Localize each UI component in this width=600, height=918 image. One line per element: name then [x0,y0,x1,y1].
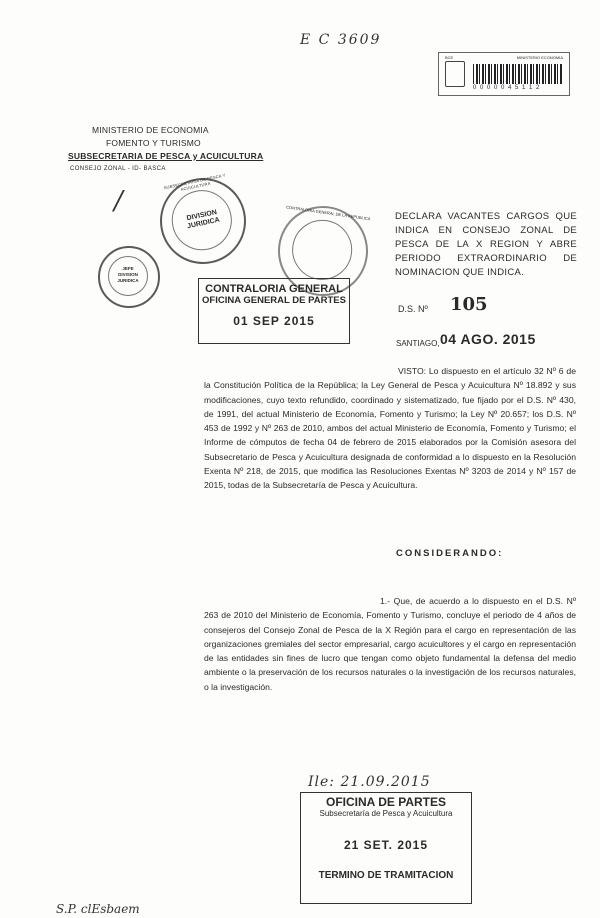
seal-1-ring-text: SUBSECRETARIA DE PESCA Y ACUICULTURA [163,172,226,192]
chile-crest-icon [445,61,465,87]
jefe-juridica-seal [98,246,160,308]
oficina-stamp-line-1: OFICINA DE PARTES [325,795,446,809]
ds-label: D.S. Nº [398,304,428,314]
visto-paragraph: VISTO: Lo dispuesto en el artículo 32 Nº 6 de la Constitución Política de la República; la Ley General de Pesca y Acuicultura Nº 18.892 y sus modificaciones, cuyo texto refundido, coordinado y sistematizado, fue fijado por el D.S. Nº 430, de 1991, del actual Ministerio de Economía, Fomento y Turismo; la Ley Nº 20.657; los D.S. Nº 453 de 1992 y Nº 263 de 2010, ambos del actual Ministerio de Economía, Fomento y Turismo; el Informe de cómputos de fecha 04 de febrero de 2015 elaborados por la Comisión asesora del Subsecretario de Pesca y Acuicultura designada de conformidad a lo dispuesto en la Resolución Exenta Nº 218, de 2015, que modifica las Resoluciones Exentas Nº 3203 de 2014 y Nº 157 de 2015, todas de la Subsecretaría de Pesca y Acuicultura. [204,366,576,491]
oficina-stamp-line-4: TERMINO DE TRAMITACION [318,870,454,881]
ministry-line-3: SUBSECRETARIA DE PESCA y ACUICULTURA [68,151,264,161]
considerando-heading: CONSIDERANDO: [396,548,504,559]
ministry-line-2: FOMENTO Y TURISMO [106,138,201,148]
ministry-line-4: CONSEJO ZONAL - ID- BASCA [70,166,166,172]
division-juridica-seal [152,170,254,272]
contraloria-stamp-line-1: CONTRALORIA GENERAL [205,283,343,295]
declaration-text: DECLARA VACANTES CARGOS QUE INDICA EN CONSEJO ZONAL DE PESCA DE LA X REGION Y ABRE PERIODO EXTRAORDINARIO DE NOMINACION QUE INDICA. [395,211,577,278]
contraloria-stamp-date: 01 SEP 2015 [233,314,315,328]
barcode-number: 0 0 0 0 0 4 5 1 1 2 [473,85,541,91]
handwritten-reference: E C 3609 [300,32,382,48]
barcode-icon [473,64,563,84]
barcode-sticker [438,52,570,96]
barcode-header-left: BCE [445,55,454,60]
barcode-header-right: MINISTERIO ECONOMIA [516,55,563,60]
handwritten-date-note: Ile: 21.09.2015 [308,774,431,790]
seal-3-ring-text: CONTRALORIA GENERAL DE LA REPUBLICA [285,204,371,222]
margin-mark: / [114,186,123,216]
santiago-label: SANTIAGO, [396,339,440,348]
oficina-stamp-date: 21 SET. 2015 [343,838,429,852]
handwritten-bottom-note: S.P. clEsbaem [56,902,140,916]
contraloria-stamp-line-2: OFICINA GENERAL DE PARTES [202,295,346,306]
oficina-stamp-line-2: Subsecretaría de Pesca y Acuicultura [319,809,453,818]
seal-1-center-text: DIVISION JURIDICA [186,209,221,231]
seal-2-center-text: JEFE DIVISION JURIDICA [117,266,139,283]
ds-number: 105 [450,294,488,315]
ministry-line-1: MINISTERIO DE ECONOMIA [92,125,209,135]
contraloria-stamp [198,278,350,344]
santiago-date: 04 AGO. 2015 [440,331,536,347]
ministry-letterhead [68,124,264,176]
considerando-point-1: 1.- Que, de acuerdo a lo dispuesto en el D.S. Nº 263 de 2010 del Ministerio de Economía, Fomento y Turismo, concluye el periodo de 4 años de consejeros del Consejo Zonal de Pesca de la X Región para el cargo en representación de las organizaciones gremiales del sector empresarial, cargo acuicultores y el cargo en representación de las entidades sin fines de lucro que tengan como objeto fundamental la defensa del medio ambiente o la preservación de los recursos naturales o la investigación de los recursos naturales, o la investigación. [204,596,576,692]
oficina-partes-stamp [300,792,472,904]
